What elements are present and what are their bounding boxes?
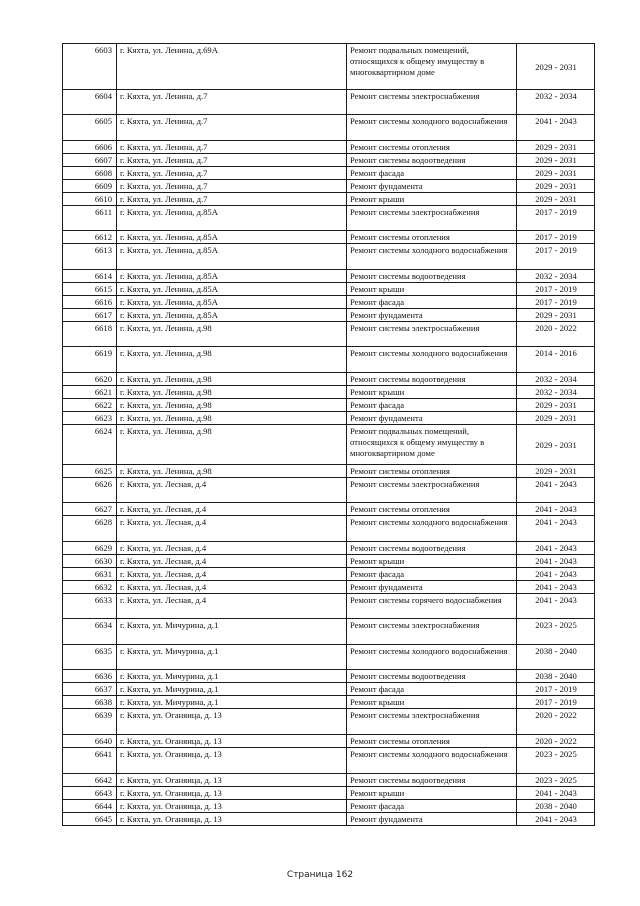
table-row bbox=[63, 748, 595, 774]
table-row bbox=[63, 115, 595, 141]
row-number-cell: 6618 bbox=[63, 322, 117, 347]
table-row bbox=[63, 90, 595, 115]
table-row bbox=[63, 774, 595, 787]
table-row bbox=[63, 645, 595, 670]
row-number-cell: 6638 bbox=[63, 696, 117, 709]
row-number-cell: 6607 bbox=[63, 154, 117, 167]
row-number-cell: 6629 bbox=[63, 542, 117, 555]
work-type-cell: Ремонт системы холодного водоснабжения bbox=[347, 645, 517, 670]
term-cell: 2017 - 2019 bbox=[517, 244, 595, 270]
table-row bbox=[63, 347, 595, 373]
work-type-cell: Ремонт фасада bbox=[347, 399, 517, 412]
row-number-cell: 6645 bbox=[63, 813, 117, 826]
term-cell: 2041 - 2043 bbox=[517, 594, 595, 619]
address-cell: г. Кяхта, ул. Мичурина, д.1 bbox=[117, 645, 347, 670]
term-cell: 2038 - 2040 bbox=[517, 670, 595, 683]
row-number-cell: 6609 bbox=[63, 180, 117, 193]
work-type-cell: Ремонт крыши bbox=[347, 696, 517, 709]
table-row bbox=[63, 813, 595, 826]
table-row bbox=[63, 399, 595, 412]
table-row bbox=[63, 696, 595, 709]
row-number-cell: 6621 bbox=[63, 386, 117, 399]
table-row bbox=[63, 465, 595, 478]
repair-schedule-table bbox=[62, 43, 595, 826]
term-cell: 2041 - 2043 bbox=[517, 555, 595, 568]
address-cell: г. Кяхта, ул. Оганяица, д. 13 bbox=[117, 735, 347, 748]
term-cell: 2029 - 2031 bbox=[517, 399, 595, 412]
row-number-cell: 6605 bbox=[63, 115, 117, 141]
table-row bbox=[63, 322, 595, 347]
table-row bbox=[63, 800, 595, 813]
term-cell: 2041 - 2043 bbox=[517, 813, 595, 826]
table-row bbox=[63, 670, 595, 683]
term-cell: 2017 - 2019 bbox=[517, 206, 595, 231]
address-cell: г. Кяхта, ул. Оганяица, д. 13 bbox=[117, 748, 347, 774]
work-type-cell: Ремонт системы водоотведения bbox=[347, 154, 517, 167]
work-type-cell: Ремонт системы холодного водоснабжения bbox=[347, 347, 517, 373]
address-cell: г. Кяхта, ул. Ленина, д.85А bbox=[117, 231, 347, 244]
row-number-cell: 6612 bbox=[63, 231, 117, 244]
address-cell: г. Кяхта, ул. Мичурина, д.1 bbox=[117, 619, 347, 645]
term-cell: 2041 - 2043 bbox=[517, 542, 595, 555]
address-cell: г. Кяхта, ул. Оганяица, д. 13 bbox=[117, 709, 347, 735]
work-type-cell: Ремонт системы водоотведения bbox=[347, 542, 517, 555]
row-number-cell: 6641 bbox=[63, 748, 117, 774]
work-type-cell: Ремонт системы водоотведения bbox=[347, 270, 517, 283]
work-type-cell: Ремонт крыши bbox=[347, 787, 517, 800]
row-number-cell: 6622 bbox=[63, 399, 117, 412]
work-type-cell: Ремонт подвальных помещений, относящихся к общему имуществу в многоквартирном доме bbox=[347, 425, 517, 465]
table-row bbox=[63, 386, 595, 399]
term-cell: 2029 - 2031 bbox=[517, 309, 595, 322]
row-number-cell: 6603 bbox=[63, 44, 117, 90]
address-cell: г. Кяхта, ул. Мичурина, д.1 bbox=[117, 696, 347, 709]
work-type-cell: Ремонт крыши bbox=[347, 555, 517, 568]
table-row bbox=[63, 594, 595, 619]
table-row bbox=[63, 568, 595, 581]
address-cell: г. Кяхта, ул. Ленина, д.98 bbox=[117, 465, 347, 478]
work-type-cell: Ремонт системы отопления bbox=[347, 231, 517, 244]
row-number-cell: 6626 bbox=[63, 478, 117, 503]
work-type-cell: Ремонт системы электроснабжения bbox=[347, 478, 517, 503]
term-cell: 2041 - 2043 bbox=[517, 478, 595, 503]
row-number-cell: 6617 bbox=[63, 309, 117, 322]
address-cell: г. Кяхта, ул. Лесная, д.4 bbox=[117, 568, 347, 581]
row-number-cell: 6639 bbox=[63, 709, 117, 735]
work-type-cell: Ремонт крыши bbox=[347, 283, 517, 296]
term-cell: 2041 - 2043 bbox=[517, 568, 595, 581]
address-cell: г. Кяхта, ул. Лесная, д.4 bbox=[117, 594, 347, 619]
table-row bbox=[63, 503, 595, 516]
table-row bbox=[63, 231, 595, 244]
address-cell: г. Кяхта, ул. Ленина, д.98 bbox=[117, 347, 347, 373]
table-row bbox=[63, 244, 595, 270]
work-type-cell: Ремонт крыши bbox=[347, 193, 517, 206]
term-cell: 2029 - 2031 bbox=[517, 465, 595, 478]
term-cell: 2017 - 2019 bbox=[517, 683, 595, 696]
row-number-cell: 6627 bbox=[63, 503, 117, 516]
table-row bbox=[63, 516, 595, 542]
work-type-cell: Ремонт системы отопления bbox=[347, 141, 517, 154]
row-number-cell: 6637 bbox=[63, 683, 117, 696]
term-cell: 2023 - 2025 bbox=[517, 774, 595, 787]
address-cell: г. Кяхта, ул. Ленина, д.7 bbox=[117, 154, 347, 167]
table-row bbox=[63, 735, 595, 748]
row-number-cell: 6640 bbox=[63, 735, 117, 748]
address-cell: г. Кяхта, ул. Ленина, д.98 bbox=[117, 425, 347, 465]
term-cell: 2017 - 2019 bbox=[517, 283, 595, 296]
term-cell: 2029 - 2031 bbox=[517, 141, 595, 154]
work-type-cell: Ремонт системы электроснабжения bbox=[347, 709, 517, 735]
address-cell: г. Кяхта, ул. Лесная, д.4 bbox=[117, 555, 347, 568]
term-cell: 2038 - 2040 bbox=[517, 800, 595, 813]
row-number-cell: 6608 bbox=[63, 167, 117, 180]
work-type-cell: Ремонт фасада bbox=[347, 683, 517, 696]
work-type-cell: Ремонт системы отопления bbox=[347, 735, 517, 748]
address-cell: г. Кяхта, ул. Ленина, д.85А bbox=[117, 309, 347, 322]
work-type-cell: Ремонт системы холодного водоснабжения bbox=[347, 516, 517, 542]
row-number-cell: 6634 bbox=[63, 619, 117, 645]
work-type-cell: Ремонт системы электроснабжения bbox=[347, 206, 517, 231]
work-type-cell: Ремонт системы холодного водоснабжения bbox=[347, 748, 517, 774]
table-row bbox=[63, 193, 595, 206]
row-number-cell: 6642 bbox=[63, 774, 117, 787]
address-cell: г. Кяхта, ул. Ленина, д.7 bbox=[117, 90, 347, 115]
work-type-cell: Ремонт системы водоотведения bbox=[347, 774, 517, 787]
row-number-cell: 6633 bbox=[63, 594, 117, 619]
term-cell: 2029 - 2031 bbox=[517, 412, 595, 425]
address-cell: г. Кяхта, ул. Ленина, д.85А bbox=[117, 270, 347, 283]
table-row bbox=[63, 787, 595, 800]
address-cell: г. Кяхта, ул. Ленина, д.7 bbox=[117, 180, 347, 193]
term-cell: 2041 - 2043 bbox=[517, 516, 595, 542]
address-cell: г. Кяхта, ул. Лесная, д.4 bbox=[117, 542, 347, 555]
row-number-cell: 6613 bbox=[63, 244, 117, 270]
table-row bbox=[63, 270, 595, 283]
table-row bbox=[63, 373, 595, 386]
table-row bbox=[63, 619, 595, 645]
row-number-cell: 6635 bbox=[63, 645, 117, 670]
term-cell: 2041 - 2043 bbox=[517, 581, 595, 594]
row-number-cell: 6630 bbox=[63, 555, 117, 568]
table-row bbox=[63, 180, 595, 193]
term-cell: 2029 - 2031 bbox=[517, 425, 595, 465]
address-cell: г. Кяхта, ул. Ленина, д.98 bbox=[117, 412, 347, 425]
address-cell: г. Кяхта, ул. Ленина, д.85А bbox=[117, 283, 347, 296]
address-cell: г. Кяхта, ул. Ленина, д.69А bbox=[117, 44, 347, 90]
term-cell: 2041 - 2043 bbox=[517, 787, 595, 800]
term-cell: 2038 - 2040 bbox=[517, 645, 595, 670]
work-type-cell: Ремонт фундамента bbox=[347, 581, 517, 594]
work-type-cell: Ремонт фасада bbox=[347, 568, 517, 581]
term-cell: 2029 - 2031 bbox=[517, 154, 595, 167]
table-row bbox=[63, 283, 595, 296]
table-row bbox=[63, 581, 595, 594]
term-cell: 2041 - 2043 bbox=[517, 503, 595, 516]
term-cell: 2023 - 2025 bbox=[517, 748, 595, 774]
row-number-cell: 6644 bbox=[63, 800, 117, 813]
table-row bbox=[63, 412, 595, 425]
table-row bbox=[63, 309, 595, 322]
work-type-cell: Ремонт фундамента bbox=[347, 813, 517, 826]
address-cell: г. Кяхта, ул. Оганяица, д. 13 bbox=[117, 813, 347, 826]
row-number-cell: 6620 bbox=[63, 373, 117, 386]
work-type-cell: Ремонт системы холодного водоснабжения bbox=[347, 115, 517, 141]
row-number-cell: 6636 bbox=[63, 670, 117, 683]
term-cell: 2020 - 2022 bbox=[517, 709, 595, 735]
address-cell: г. Кяхта, ул. Ленина, д.85А bbox=[117, 296, 347, 309]
term-cell: 2041 - 2043 bbox=[517, 115, 595, 141]
address-cell: г. Кяхта, ул. Ленина, д.85А bbox=[117, 244, 347, 270]
row-number-cell: 6624 bbox=[63, 425, 117, 465]
work-type-cell: Ремонт подвальных помещений, относящихся к общему имуществу в многоквартирном доме bbox=[347, 44, 517, 90]
address-cell: г. Кяхта, ул. Ленина, д.7 bbox=[117, 193, 347, 206]
table-row bbox=[63, 167, 595, 180]
work-type-cell: Ремонт фундамента bbox=[347, 412, 517, 425]
term-cell: 2032 - 2034 bbox=[517, 386, 595, 399]
row-number-cell: 6623 bbox=[63, 412, 117, 425]
address-cell: г. Кяхта, ул. Ленина, д.98 bbox=[117, 373, 347, 386]
term-cell: 2029 - 2031 bbox=[517, 180, 595, 193]
term-cell: 2017 - 2019 bbox=[517, 231, 595, 244]
address-cell: г. Кяхта, ул. Ленина, д.7 bbox=[117, 141, 347, 154]
address-cell: г. Кяхта, ул. Лесная, д.4 bbox=[117, 478, 347, 503]
row-number-cell: 6616 bbox=[63, 296, 117, 309]
address-cell: г. Кяхта, ул. Ленина, д.7 bbox=[117, 115, 347, 141]
row-number-cell: 6614 bbox=[63, 270, 117, 283]
address-cell: г. Кяхта, ул. Лесная, д.4 bbox=[117, 581, 347, 594]
address-cell: г. Кяхта, ул. Ленина, д.7 bbox=[117, 167, 347, 180]
work-type-cell: Ремонт системы холодного водоснабжения bbox=[347, 244, 517, 270]
row-number-cell: 6628 bbox=[63, 516, 117, 542]
table-row bbox=[63, 425, 595, 465]
table-row bbox=[63, 709, 595, 735]
row-number-cell: 6604 bbox=[63, 90, 117, 115]
table-row bbox=[63, 542, 595, 555]
work-type-cell: Ремонт фасада bbox=[347, 296, 517, 309]
term-cell: 2032 - 2034 bbox=[517, 90, 595, 115]
address-cell: г. Кяхта, ул. Лесная, д.4 bbox=[117, 516, 347, 542]
address-cell: г. Кяхта, ул. Оганяица, д. 13 bbox=[117, 800, 347, 813]
table-row bbox=[63, 206, 595, 231]
address-cell: г. Кяхта, ул. Мичурина, д.1 bbox=[117, 683, 347, 696]
work-type-cell: Ремонт крыши bbox=[347, 386, 517, 399]
page-number: Страница 162 bbox=[286, 870, 354, 880]
term-cell: 2020 - 2022 bbox=[517, 322, 595, 347]
address-cell: г. Кяхта, ул. Лесная, д.4 bbox=[117, 503, 347, 516]
address-cell: г. Кяхта, ул. Ленина, д.85А bbox=[117, 206, 347, 231]
table-row bbox=[63, 683, 595, 696]
term-cell: 2017 - 2019 bbox=[517, 296, 595, 309]
work-type-cell: Ремонт фундамента bbox=[347, 309, 517, 322]
row-number-cell: 6606 bbox=[63, 141, 117, 154]
term-cell: 2029 - 2031 bbox=[517, 193, 595, 206]
row-number-cell: 6610 bbox=[63, 193, 117, 206]
row-number-cell: 6632 bbox=[63, 581, 117, 594]
work-type-cell: Ремонт системы горячего водоснабжения bbox=[347, 594, 517, 619]
row-number-cell: 6615 bbox=[63, 283, 117, 296]
row-number-cell: 6625 bbox=[63, 465, 117, 478]
term-cell: 2032 - 2034 bbox=[517, 373, 595, 386]
term-cell: 2032 - 2034 bbox=[517, 270, 595, 283]
table-row bbox=[63, 555, 595, 568]
table-row bbox=[63, 44, 595, 90]
table-row bbox=[63, 296, 595, 309]
row-number-cell: 6631 bbox=[63, 568, 117, 581]
row-number-cell: 6619 bbox=[63, 347, 117, 373]
work-type-cell: Ремонт системы электроснабжения bbox=[347, 619, 517, 645]
address-cell: г. Кяхта, ул. Мичурина, д.1 bbox=[117, 670, 347, 683]
table-row bbox=[63, 478, 595, 503]
work-type-cell: Ремонт системы электроснабжения bbox=[347, 90, 517, 115]
row-number-cell: 6643 bbox=[63, 787, 117, 800]
term-cell: 2020 - 2022 bbox=[517, 735, 595, 748]
work-type-cell: Ремонт системы водоотведения bbox=[347, 373, 517, 386]
row-number-cell: 6611 bbox=[63, 206, 117, 231]
work-type-cell: Ремонт системы отопления bbox=[347, 465, 517, 478]
table-row bbox=[63, 154, 595, 167]
address-cell: г. Кяхта, ул. Ленина, д.98 bbox=[117, 399, 347, 412]
term-cell: 2029 - 2031 bbox=[517, 167, 595, 180]
work-type-cell: Ремонт системы водоотведения bbox=[347, 670, 517, 683]
term-cell: 2017 - 2019 bbox=[517, 696, 595, 709]
work-type-cell: Ремонт фасада bbox=[347, 800, 517, 813]
address-cell: г. Кяхта, ул. Ленина, д.98 bbox=[117, 386, 347, 399]
work-type-cell: Ремонт фундамента bbox=[347, 180, 517, 193]
work-type-cell: Ремонт системы электроснабжения bbox=[347, 322, 517, 347]
term-cell: 2023 - 2025 bbox=[517, 619, 595, 645]
address-cell: г. Кяхта, ул. Оганяица, д. 13 bbox=[117, 787, 347, 800]
address-cell: г. Кяхта, ул. Ленина, д.98 bbox=[117, 322, 347, 347]
address-cell: г. Кяхта, ул. Оганяица, д. 13 bbox=[117, 774, 347, 787]
work-type-cell: Ремонт фасада bbox=[347, 167, 517, 180]
repair-schedule-body bbox=[63, 44, 595, 826]
table-row bbox=[63, 141, 595, 154]
work-type-cell: Ремонт системы отопления bbox=[347, 503, 517, 516]
term-cell: 2029 - 2031 bbox=[517, 44, 595, 90]
term-cell: 2014 - 2016 bbox=[517, 347, 595, 373]
